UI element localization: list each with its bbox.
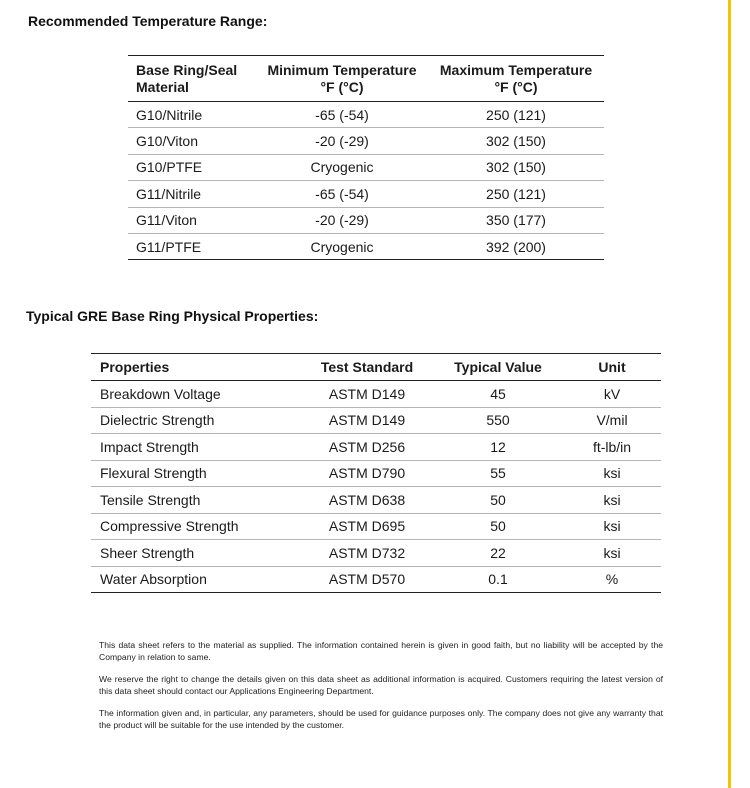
table-header-row — [128, 56, 604, 102]
column-header-min-temp: Minimum Temperature °F (°C) — [267, 61, 417, 95]
max-temp-cell: 302 (150) — [486, 159, 546, 176]
max-temp-cell: 250 (121) — [486, 106, 546, 123]
property-cell: Tensile Strength — [100, 491, 201, 508]
table-header-row — [91, 354, 661, 381]
column-header-max-temp: Maximum Temperature °F (°C) — [439, 61, 593, 95]
max-temp-cell: 302 (150) — [486, 133, 546, 150]
typical-value-cell: 50 — [490, 518, 506, 535]
test-standard-cell: ASTM D570 — [328, 571, 406, 588]
test-standard-cell: ASTM D790 — [328, 465, 406, 482]
disclaimer-paragraph: We reserve the right to change the details given on this data sheet as additional information is acquired. Customers requiring the latest version of this data sheet should contact our Applications Engineering Department. — [99, 674, 663, 696]
test-standard-cell: ASTM D149 — [328, 412, 406, 429]
material-cell: G10/Viton — [136, 133, 199, 150]
table-row — [128, 207, 604, 233]
property-cell: Sheer Strength — [100, 544, 195, 561]
table-row — [91, 434, 661, 461]
disclaimer-notes — [99, 639, 663, 741]
unit-cell: ksi — [603, 491, 621, 508]
accent-stripe — [728, 0, 731, 788]
table-row — [91, 487, 661, 514]
min-temp-cell: -65 (-54) — [315, 106, 369, 123]
table-row — [91, 540, 661, 567]
typical-value-cell: 45 — [490, 385, 506, 402]
min-temp-cell: -20 (-29) — [315, 133, 369, 150]
table-row — [91, 381, 661, 408]
unit-cell: kV — [603, 385, 621, 402]
table-row — [128, 181, 604, 207]
typical-value-cell: 0.1 — [488, 571, 508, 588]
test-standard-cell: ASTM D695 — [328, 518, 406, 535]
property-cell: Impact Strength — [100, 438, 199, 455]
table-row — [128, 128, 604, 154]
min-temp-cell: Cryogenic — [310, 159, 374, 176]
physical-properties-table — [91, 353, 661, 593]
typical-value-cell: 22 — [490, 544, 506, 561]
unit-cell: V/mil — [596, 412, 628, 429]
max-temp-cell: 392 (200) — [486, 238, 546, 255]
column-header-typical-value: Typical Value — [454, 359, 542, 375]
table-row — [91, 460, 661, 487]
unit-cell: % — [605, 571, 619, 588]
column-header-test-standard: Test Standard — [320, 359, 414, 375]
min-temp-cell: -65 (-54) — [315, 185, 369, 202]
min-temp-cell: Cryogenic — [310, 238, 374, 255]
table-row — [91, 566, 661, 593]
unit-cell: ksi — [603, 518, 621, 535]
column-header-property: Properties — [100, 359, 170, 375]
column-header-material: Base Ring/Seal Material — [136, 61, 238, 95]
material-cell: G11/Nitrile — [136, 185, 202, 202]
table-row — [128, 233, 604, 259]
unit-cell: ksi — [603, 465, 621, 482]
property-cell: Water Absorption — [100, 571, 207, 588]
typical-value-cell: 50 — [490, 491, 506, 508]
typical-value-cell: 550 — [486, 412, 510, 429]
min-temp-cell: -20 (-29) — [315, 212, 369, 229]
test-standard-cell: ASTM D149 — [328, 385, 406, 402]
test-standard-cell: ASTM D732 — [328, 544, 406, 561]
temperature-range-table — [128, 55, 604, 260]
disclaimer-paragraph: The information given and, in particular, any parameters, should be used for guidance purposes only. The company does not give any warranty that the product will be suitable for the use intended by the customer. — [99, 708, 663, 730]
max-temp-cell: 250 (121) — [486, 185, 546, 202]
table-row — [128, 154, 604, 180]
test-standard-cell: ASTM D638 — [328, 491, 406, 508]
material-cell: G10/Nitrile — [136, 106, 203, 123]
physical-properties-heading: Typical GRE Base Ring Physical Properties: — [26, 308, 319, 324]
unit-cell: ft-lb/in — [592, 438, 632, 455]
table-row — [128, 102, 604, 128]
material-cell: G10/PTFE — [136, 159, 203, 176]
disclaimer-paragraph: This data sheet refers to the material as supplied. The information contained herein is given in good faith, but no liability will be accepted by the Company in relation to same. — [99, 640, 663, 662]
property-cell: Compressive Strength — [100, 518, 239, 535]
material-cell: G11/Viton — [136, 212, 197, 229]
property-cell: Flexural Strength — [100, 465, 207, 482]
property-cell: Breakdown Voltage — [100, 385, 221, 402]
material-cell: G11/PTFE — [136, 238, 202, 255]
table-row — [91, 513, 661, 540]
typical-value-cell: 55 — [490, 465, 506, 482]
column-header-unit: Unit — [598, 359, 626, 375]
typical-value-cell: 12 — [490, 438, 506, 455]
table-row — [91, 407, 661, 434]
max-temp-cell: 350 (177) — [486, 212, 546, 229]
temperature-range-heading: Recommended Temperature Range: — [28, 13, 268, 29]
unit-cell: ksi — [603, 544, 621, 561]
property-cell: Dielectric Strength — [100, 412, 215, 429]
test-standard-cell: ASTM D256 — [328, 438, 406, 455]
